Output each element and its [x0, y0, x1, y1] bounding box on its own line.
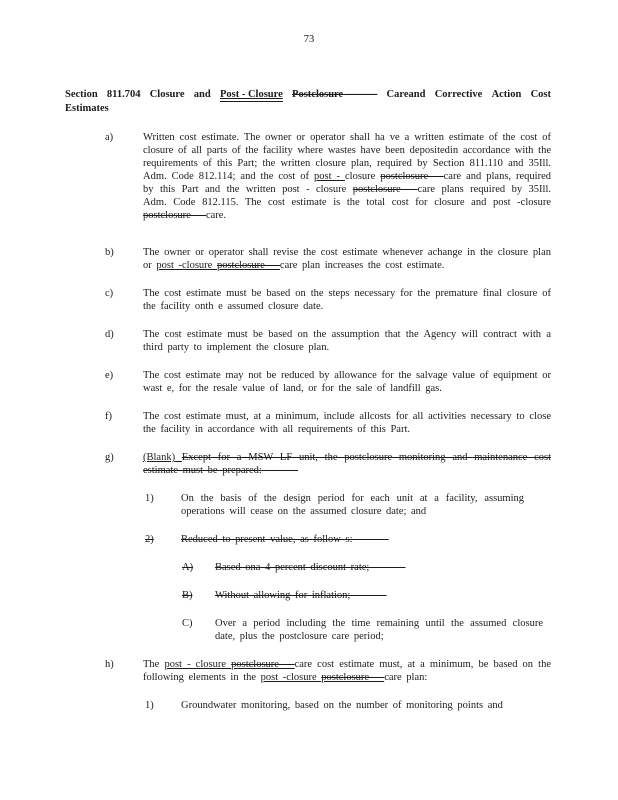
item-text: [181, 699, 524, 712]
item-text: [181, 492, 524, 518]
list-item: [65, 533, 551, 546]
item-label: 1): [145, 493, 154, 504]
list-item: [65, 561, 551, 574]
text-run: The cost estimate must be based on the steps necessary for the premature final closure of the facility onth e assumed closure date.: [143, 288, 551, 312]
section-header: [65, 88, 551, 115]
text-run: post -closure: [260, 672, 322, 683]
item-text: [143, 131, 551, 222]
item-label: C): [182, 618, 193, 629]
text-run: closure: [345, 171, 381, 182]
header-word: Action: [491, 89, 522, 100]
list-item: [65, 369, 551, 395]
header-word: Post - Closure: [219, 89, 283, 100]
text-run: postclosure —: [143, 210, 206, 221]
list-item: [65, 451, 551, 477]
text-run: Except for a MSW LF unit, the postclosure monitoring and maintenance cost estimate must be prepared: ———: [143, 452, 551, 476]
header-word: Corrective: [434, 89, 483, 100]
text-run: care plans required by 35Ill. Adm. Code 812.115. The cost estimate is the total cost for closure and post -closure: [143, 184, 551, 208]
list-item: [65, 492, 551, 518]
list-item: [65, 246, 551, 272]
item-label: f): [105, 411, 112, 422]
item-label: A): [182, 562, 194, 573]
list-item: [65, 617, 551, 643]
text-run: Groundwater monitoring, based on the number of monitoring points and: [181, 700, 503, 711]
page-content: [65, 88, 551, 727]
list-item: [65, 699, 551, 712]
list-item: [65, 131, 551, 222]
item-label: 2): [145, 534, 154, 545]
item-text: [215, 589, 543, 602]
text-run: (Blank): [143, 452, 182, 463]
item-list: [65, 131, 551, 712]
text-run: postclosure —: [216, 260, 280, 271]
text-run: Reduced to present value, as follow s: ———: [181, 534, 389, 545]
header-word: Careand: [386, 89, 426, 100]
item-label: c): [105, 288, 114, 299]
item-label: e): [105, 370, 114, 381]
page-number: 73: [303, 34, 315, 45]
text-run: post -closure: [156, 260, 217, 271]
text-run: post -: [314, 171, 345, 182]
list-item: [65, 658, 551, 684]
header-word: Closure: [149, 89, 185, 100]
header-word: and: [193, 89, 211, 100]
text-run: care.: [205, 210, 227, 221]
text-run: The cost estimate must, at a minimum, include allcosts for all activities necessary to close the facility in accordance with all requirements of this Part.: [143, 411, 551, 435]
item-label: d): [105, 329, 114, 340]
text-run: Without allowing for inflation; ———: [215, 590, 387, 601]
text-run: On the basis of the design period for each unit at a facility, assuming operations will cease on the assumed closure date; and: [181, 493, 524, 517]
section-header-line1: [65, 88, 551, 102]
list-item: [65, 287, 551, 313]
text-run: The cost estimate must be based on the assumption that the Agency will contract with a third party to implement the closure plan.: [143, 329, 551, 353]
item-text: [143, 328, 551, 354]
item-text: [143, 410, 551, 436]
item-label: 1): [145, 700, 154, 711]
text-run: care plan increases the cost estimate.: [279, 260, 445, 271]
list-item: [65, 410, 551, 436]
item-label: h): [105, 659, 114, 670]
header-word: Postclosure ———: [292, 89, 378, 100]
item-label: B): [182, 590, 193, 601]
text-run: postclosure —: [380, 171, 444, 182]
list-item: [65, 328, 551, 354]
text-run: The cost estimate may not be reduced by allowance for the salvage value of equipment or wast e, for the resale value of land, or for the sale of landfill gas.: [143, 370, 551, 394]
header-word: 811.704: [106, 89, 141, 100]
text-run: Written cost estimate. The owner or operator shall ha ve a written estimate of the cost of closure of all parts of the facility where wastes have been depositedin accordance with the requirements of this Part; the written closure plan, required by Section 811.110 and 35Ill. Adm. Code 812.114; and the cost of: [143, 132, 551, 182]
list-item: [65, 589, 551, 602]
item-text: [143, 451, 551, 477]
item-label: a): [105, 132, 114, 143]
text-run: care and plans, required by this Part and the written post - closure: [143, 171, 551, 195]
item-text: [143, 369, 551, 395]
item-text: [143, 246, 551, 272]
text-run: postclosure —: [352, 184, 418, 195]
header-word: Section: [65, 89, 98, 100]
text-run: care cost estimate must, at a minimum, be based on the following elements in the: [143, 659, 552, 683]
item-label: b): [105, 247, 114, 258]
text-run: post - closure: [164, 659, 232, 670]
text-run: Over a period including the time remaining until the assumed closure date, plus the postclosure care period;: [215, 618, 543, 642]
text-run: The owner or operator shall revise the cost estimate whenever achange in the closure plan or: [143, 247, 551, 271]
item-text: [181, 533, 524, 546]
item-text: [215, 617, 543, 643]
item-text: [143, 658, 551, 684]
text-run: Based ona 4 percent discount rate; ———: [215, 562, 406, 573]
section-header-line2: Estimates: [65, 103, 109, 114]
item-text: [143, 287, 551, 313]
item-text: [215, 561, 543, 574]
item-label: g): [105, 452, 114, 463]
header-word: Cost: [530, 89, 551, 100]
text-run: postclosure —: [321, 672, 385, 683]
text-run: The: [143, 659, 165, 670]
text-run: postclosure —: [231, 659, 295, 670]
text-run: care plan:: [384, 672, 428, 683]
